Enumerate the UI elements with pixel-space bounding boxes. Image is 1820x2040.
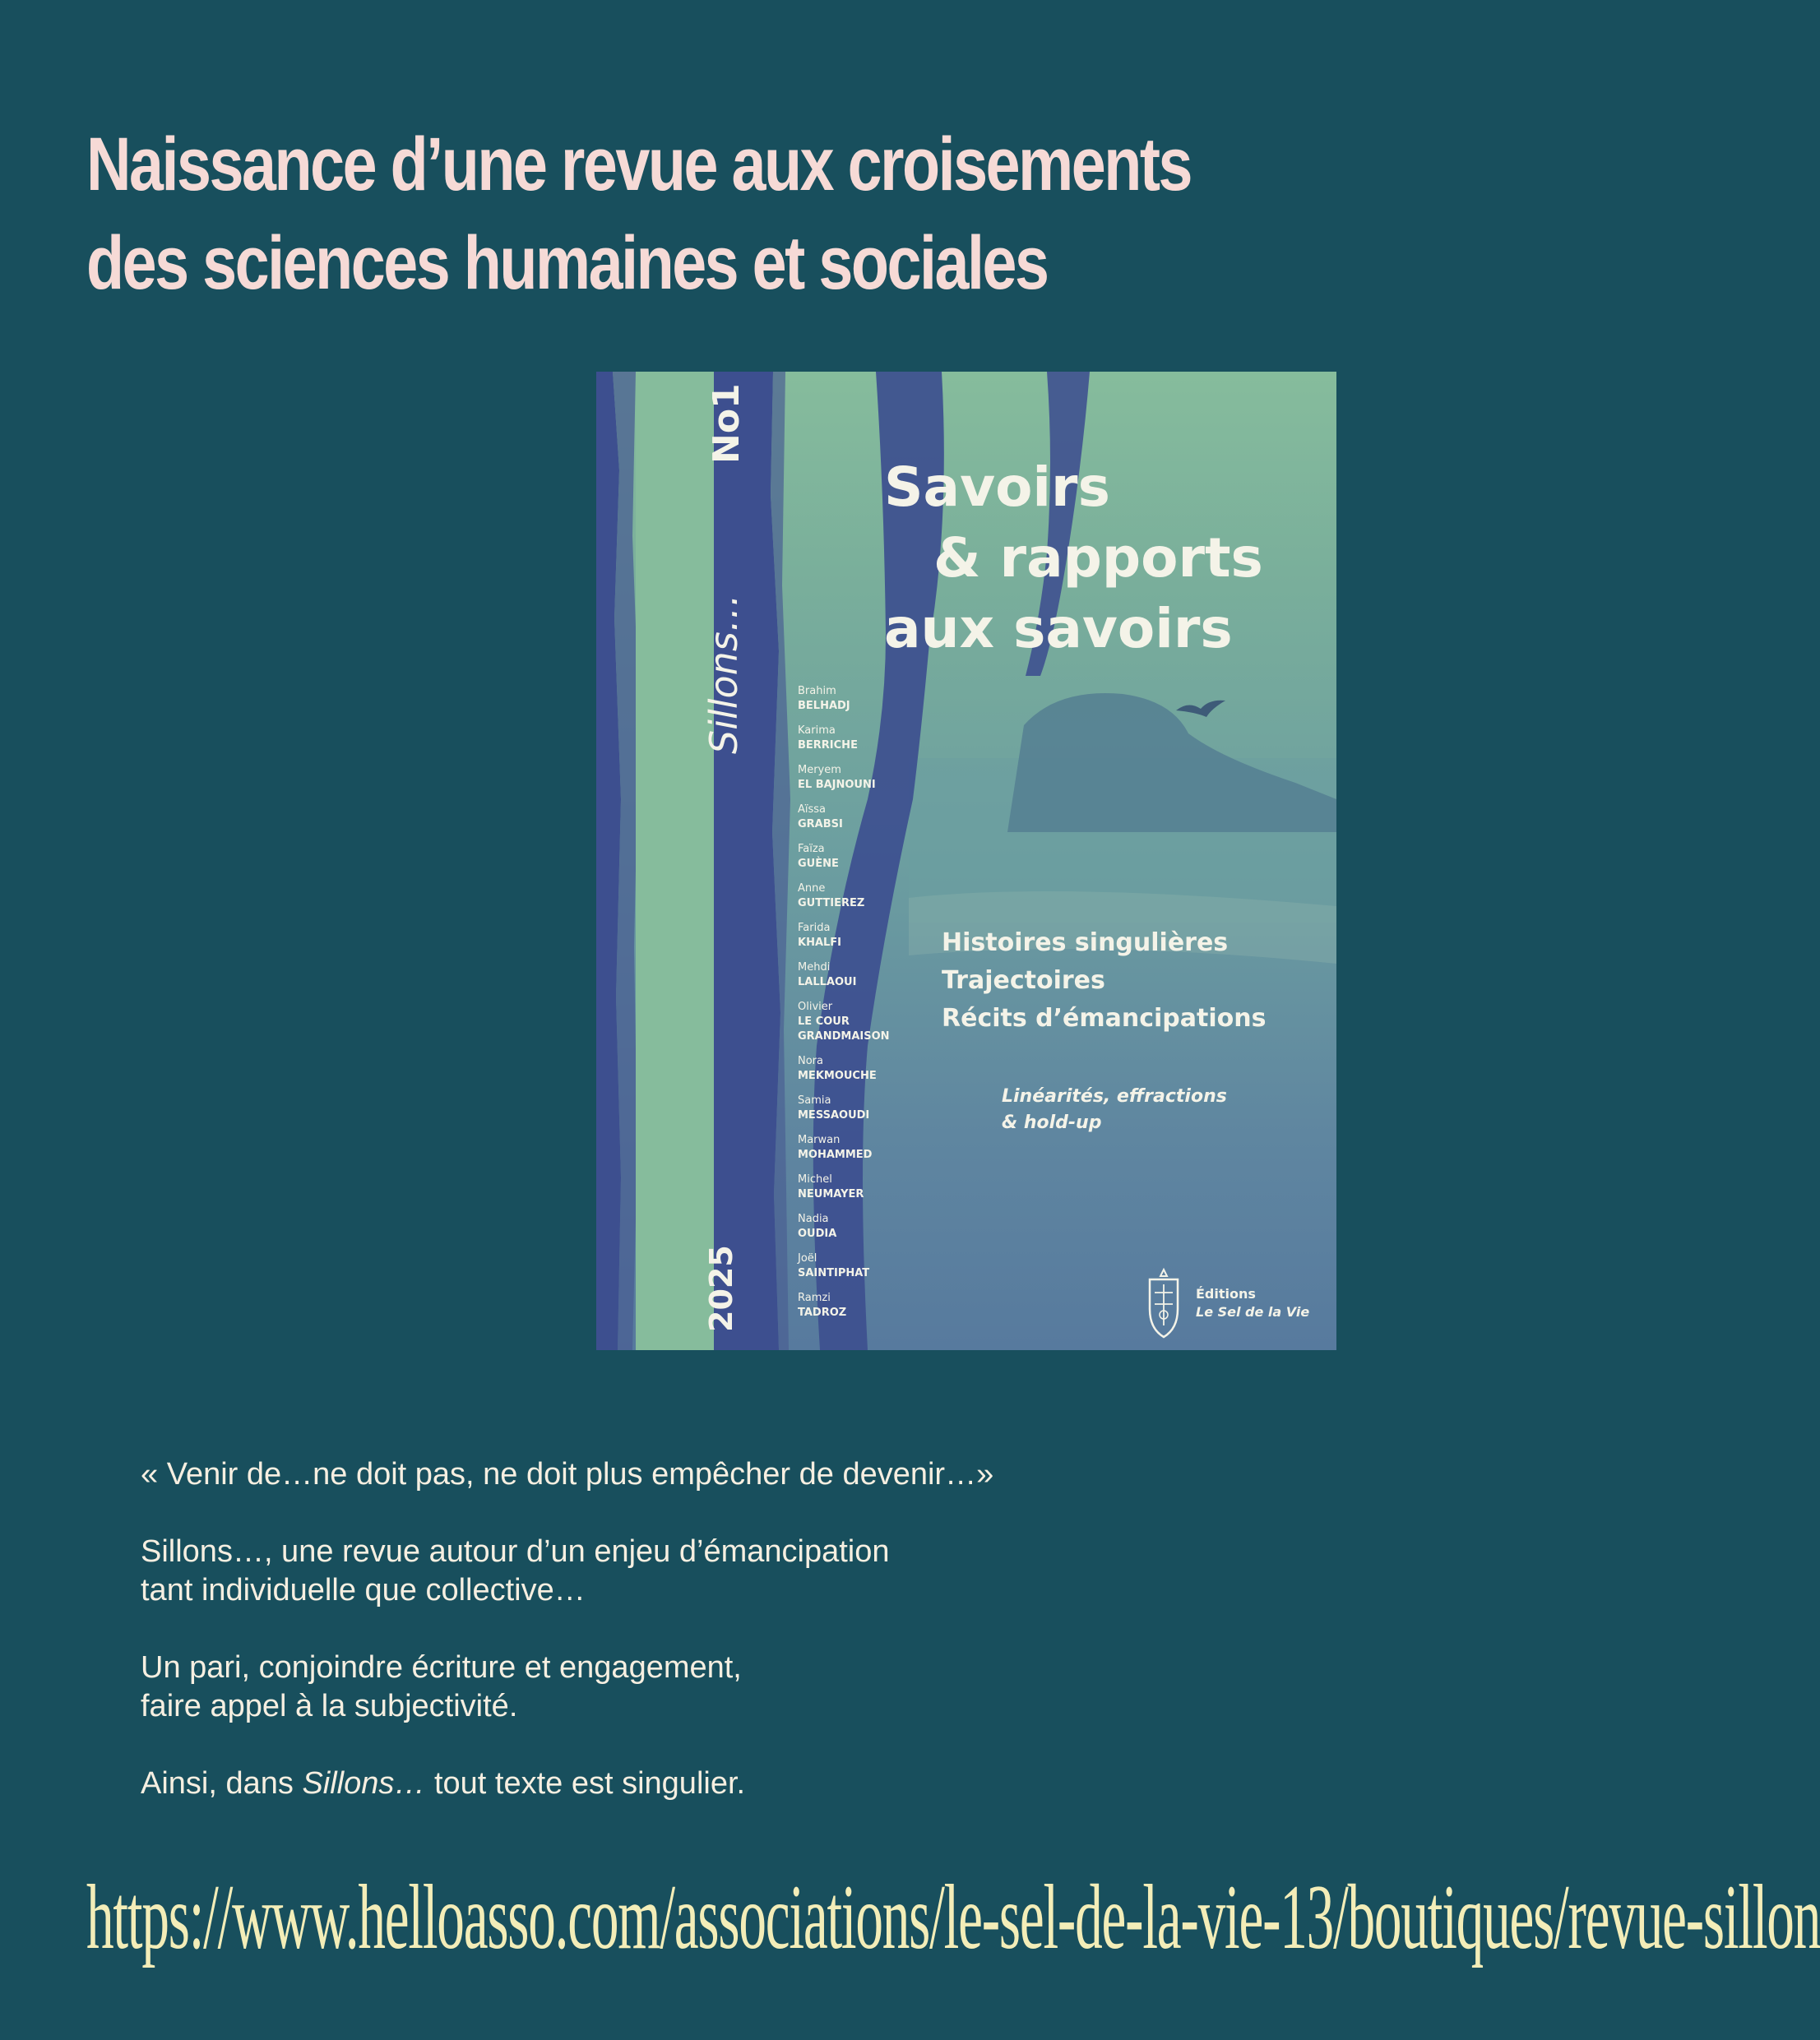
author-last-name: TADROZ [798,1307,847,1319]
author-first-name: Nadia [798,1213,829,1225]
author-item [798,881,938,911]
paragraph-4-italic: Sillons… [302,1766,426,1801]
author-last-name: MOHAMMED [798,1149,873,1161]
book-cover [596,372,1336,1350]
paragraph-4 [141,1765,1292,1803]
author-first-name: Mehdi [798,961,831,974]
author-item [798,1173,938,1202]
author-first-name: Michel [798,1173,832,1186]
author-last-name: OUDIA [798,1228,837,1240]
author-last-name: EL BAJNOUNI [798,779,876,791]
author-last-name: BELHADJ [798,700,850,712]
cover-title-line-2: & rapports [933,526,1263,590]
author-last-name: MESSAOUDI [798,1109,870,1122]
author-last-name: GUTTIEREZ [798,897,865,909]
headline [86,115,1192,312]
author-item [798,803,938,832]
body-text [141,1455,1292,1842]
paragraph-2-line-1: Sillons…, une revue autour d’un enjeu d’émancipation [141,1534,890,1569]
author-item [798,1094,938,1123]
publisher-label: Éditions [1196,1286,1256,1302]
author-item [798,960,938,990]
quote: « Venir de…ne doit pas, ne doit plus empêcher de devenir…» [141,1457,994,1492]
theme-item: Histoires singulières [942,928,1229,957]
paragraph-3-line-2: faire appel à la subjectivité. [141,1689,518,1723]
paragraph-3-line-1: Un pari, conjoindre écriture et engagement, [141,1650,742,1685]
cover-title-line-1: Savoirs [884,456,1110,519]
author-list [798,684,938,1330]
issue-year: 2025 [703,1245,739,1332]
headline-line-1: Naissance d’une revue aux croisements [86,123,1192,206]
author-item [798,842,938,872]
author-first-name: Ramzi [798,1292,831,1304]
cover-title [884,452,1263,664]
author-item [798,1133,938,1163]
author-first-name: Olivier [798,1001,833,1013]
author-first-name: Marwan [798,1134,841,1146]
author-first-name: Farida [798,922,831,934]
publisher-name: Le Sel de la Vie [1196,1304,1310,1320]
tagline-line-2: & hold-up [1002,1113,1102,1133]
shop-url-link[interactable]: https://www.helloasso.com/associations/le-sel-de-la-vie-13/boutiques/revue-sillon [86,1867,1820,1968]
author-item [798,1291,938,1321]
publisher-crest-icon [1143,1268,1184,1339]
issue-number: No1 [706,383,748,464]
cover-title-line-3: aux savoirs [884,597,1233,660]
author-last-name: LE COUR GRANDMAISON [798,1015,890,1043]
author-first-name: Faïza [798,843,825,855]
tagline-line-1: Linéarités, effractions [1002,1086,1227,1107]
author-first-name: Karima [798,724,836,737]
publisher [1143,1268,1309,1339]
author-item [798,724,938,753]
author-last-name: GUÈNE [798,858,839,870]
author-first-name: Anne [798,882,826,895]
author-item [798,1251,938,1281]
theme-item: Trajectoires [942,966,1105,995]
author-item [798,684,938,714]
author-first-name: Meryem [798,764,841,776]
theme-item: Récits d’émancipations [942,1004,1267,1033]
author-first-name: Samia [798,1094,831,1107]
author-last-name: GRABSI [798,818,843,830]
author-item [798,1212,938,1242]
paragraph-4-start: Ainsi, dans [141,1766,303,1801]
author-item [798,1000,938,1044]
author-first-name: Nora [798,1055,823,1067]
cover-tagline [1002,1084,1227,1136]
author-last-name: MEKMOUCHE [798,1070,877,1082]
author-item [798,1054,938,1084]
author-last-name: SAINTIPHAT [798,1267,870,1279]
author-last-name: BERRICHE [798,739,858,752]
author-last-name: KHALFI [798,937,842,949]
author-first-name: Aïssa [798,803,827,816]
paragraph-4-end: tout texte est singulier. [425,1766,746,1801]
author-last-name: LALLAOUI [798,976,857,988]
author-last-name: NEUMAYER [798,1188,864,1200]
cover-themes [942,924,1266,1038]
series-title: Sillons… [702,594,746,754]
headline-line-2: des sciences humaines et sociales [86,221,1048,305]
paragraph-2-line-2: tant individuelle que collective… [141,1573,586,1607]
author-item [798,763,938,793]
author-item [798,921,938,951]
author-first-name: Joël [798,1252,817,1265]
author-first-name: Brahim [798,685,836,697]
